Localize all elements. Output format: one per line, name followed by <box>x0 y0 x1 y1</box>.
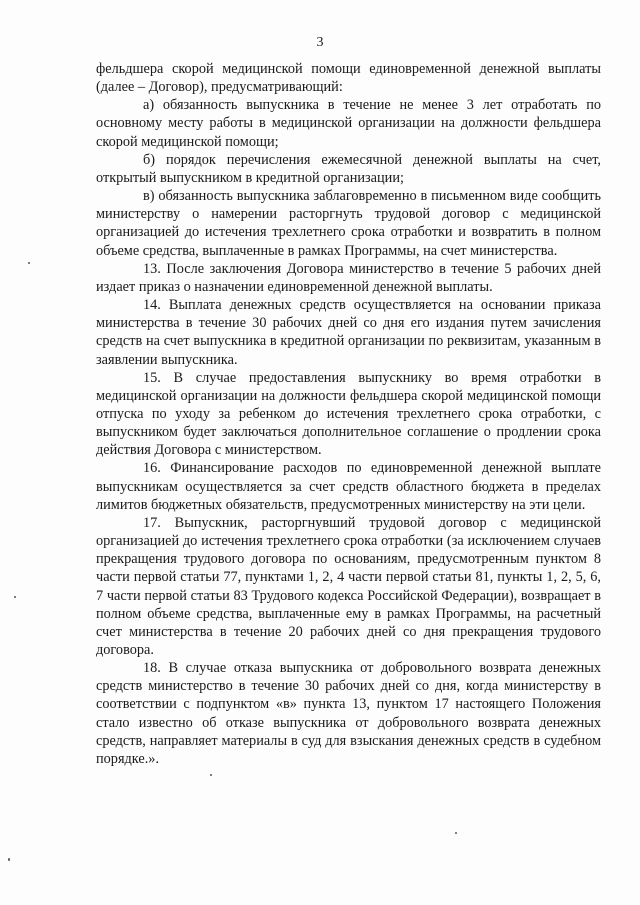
document-body <box>96 60 601 768</box>
scan-speck <box>455 832 457 834</box>
scan-speck <box>28 262 30 264</box>
paragraph-13: 13. После заключения Договора министерство в течение 5 рабочих дней издает приказ о назначении единовременной денежной выплаты. <box>96 260 601 295</box>
paragraph-15: 15. В случае предоставления выпускнику во время отработки в медицинской организации на должности фельдшера скорой медицинской помощи отпуска по уходу за ребенком до истечения трехлетнего срока отработки, с выпускником будет заключаться дополнительное соглашение о продлении срока действия Договора с министерством. <box>96 369 601 459</box>
paragraph-16: 16. Финансирование расходов по единовременной денежной выплате выпускникам осуществляется за счет средств областного бюджета в пределах лимитов бюджетных обязательств, предусмотренных министерству на эти цели. <box>96 460 601 513</box>
scan-speck <box>14 596 16 598</box>
paragraph-14: 14. Выплата денежных средств осуществляется на основании приказа министерства в течение 30 рабочих дней со дня его издания путем зачисления средств на счет выпускника в кредитной организации по реквизитам, указанным в заявлении выпускника. <box>96 297 601 368</box>
paragraph-17: 17. Выпускник, расторгнувший трудовой договор с медицинской организацией до истечения трехлетнего срока отработки (за исключением случаев прекращения трудового договора по основаниям, предусмотренным пунктом 8 части первой статьи 77, пунктами 1, 2, 4 части первой статьи 81, пункты 1, 2, 5, 6, 7 части первой статьи 83 Трудового кодекса Российской Федерации), возвращает в полном объеме средства, выплаченные ему в рамках Программы, на расчетный счет министерства в течение 20 рабочих дней со дня прекращения трудового договора. <box>96 514 601 658</box>
page-number: 3 <box>316 35 324 50</box>
paragraph-18: 18. В случае отказа выпускника от добровольного возврата денежных средств министерство в течение 30 рабочих дней со дня, когда министерству в соответствии с подпунктом «в» пункта 13, пунктом 17 настоящего Положения стало известно об отказе выпускника от добровольного возврата денежных средств, направляет материалы в суд для взыскания денежных средств в судебном порядке.». <box>96 660 601 767</box>
paragraph-item-b: б) порядок перечисления ежемесячной денежной выплаты на счет, открытый выпускником в кредитной организации; <box>96 151 601 186</box>
paragraph-item-v: в) обязанность выпускника заблаговременно в письменном виде сообщить министерству о намерении расторгнуть трудовой договор с медицинской организацией до истечения трехлетнего срока отработки и возвратить в полном объеме средства, выплаченные в рамках Программы, на счет министерства. <box>96 188 601 259</box>
scan-speck <box>8 858 10 861</box>
paragraph-continuation: фельдшера скорой медицинской помощи единовременной денежной выплаты (далее – Договор), предусматривающий: <box>96 61 601 96</box>
paragraph-item-a: а) обязанность выпускника в течение не менее 3 лет отработать по основному месту работы в медицинской организации на должности фельдшера скорой медицинской помощи; <box>96 97 601 150</box>
scan-speck <box>210 774 212 776</box>
